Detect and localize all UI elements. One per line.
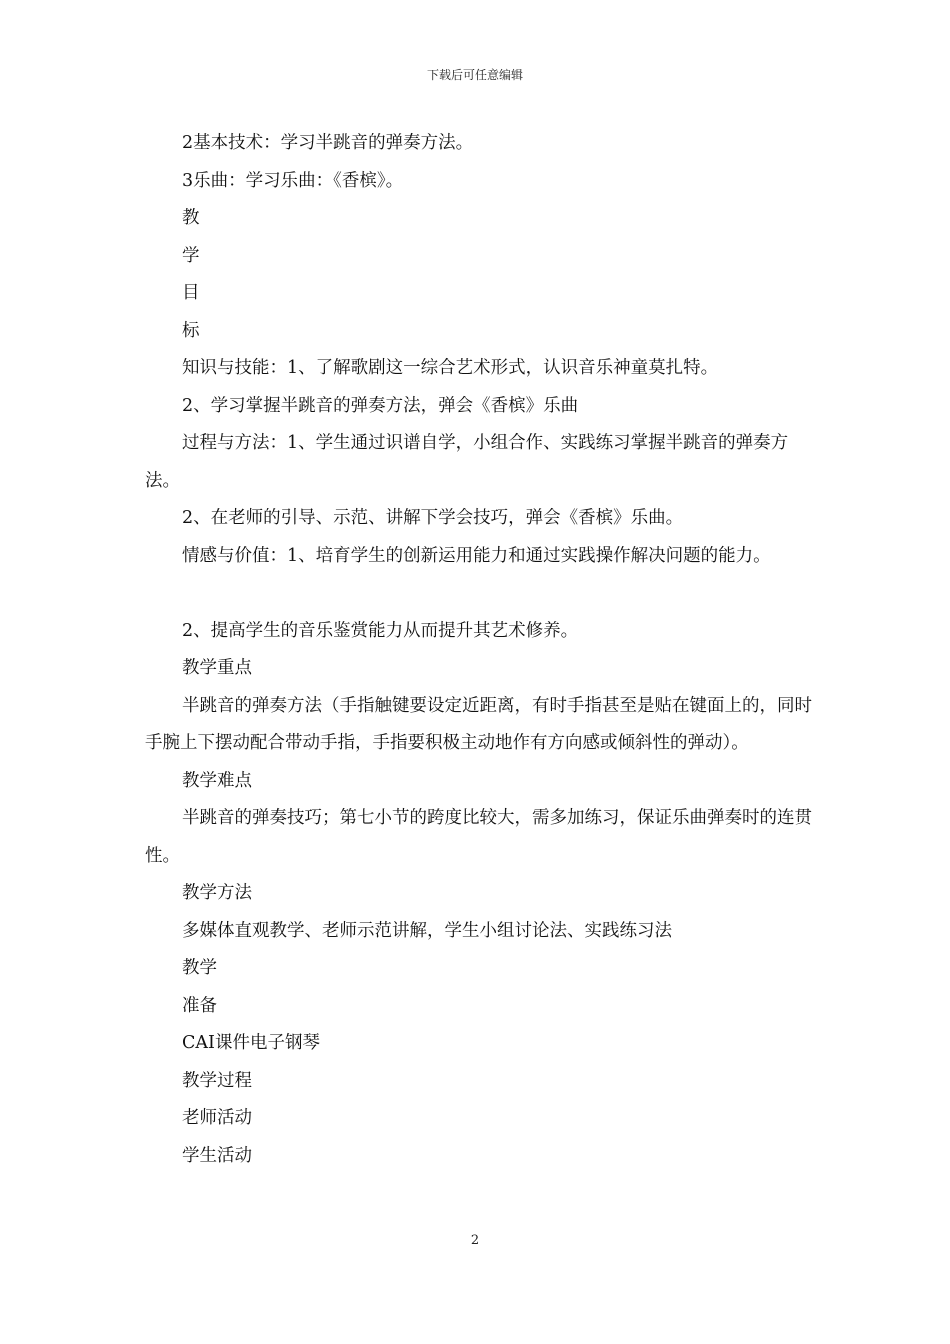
paragraph-emotion-value-2: 2、提高学生的音乐鉴赏能力从而提升其艺术修养。 <box>182 620 579 641</box>
heading-difficulty: 教学难点 <box>182 770 252 791</box>
heading-char-jiao: 教 <box>182 208 200 228</box>
heading-char-mu: 目 <box>182 283 200 303</box>
paragraph-emotion-value: 情感与价值：1、培育学生的创新运用能力和通过实践操作解决问题的能力。 <box>182 545 771 566</box>
heading-char-biao: 标 <box>182 320 200 341</box>
paragraph-difficulty: 半跳音的弹奏技巧；第七小节的跨度比较大，需多加练习，保证乐曲弹奏时的连贯性。 <box>145 808 812 866</box>
heading-preparation-1: 教学 <box>182 958 217 978</box>
paragraph-method: 多媒体直观教学、老师示范讲解，学生小组讨论法、实践练习法 <box>182 920 672 941</box>
paragraph-knowledge-skills: 知识与技能：1、了解歌剧这一综合艺术形式，认识音乐神童莫扎特。 <box>182 358 719 378</box>
heading-key-point: 教学重点 <box>182 658 252 678</box>
paragraph-piece: 3乐曲：学习乐曲：《香槟》。 <box>182 170 404 191</box>
paragraph-preparation: CAI课件电子钢琴 <box>182 1033 320 1053</box>
heading-preparation-2: 准备 <box>182 995 217 1016</box>
page-number: 2 <box>470 1233 480 1248</box>
page-header: 下载后可任意编辑 <box>426 68 523 82</box>
paragraph-key-point: 半跳音的弹奏方法（手指触键要设定近距离，有时手指甚至是贴在键面上的，同时手腕上下摆动配合带动手指，手指要积极主动地作有方向感或倾斜性的弹动）。 <box>145 695 812 753</box>
paragraph-basic-technique: 2基本技术：学习半跳音的弹奏方法。 <box>182 133 474 153</box>
heading-student-activity: 学生活动 <box>182 1145 252 1166</box>
heading-char-xue: 学 <box>182 245 200 266</box>
heading-process: 教学过程 <box>182 1070 252 1091</box>
paragraph-knowledge-skills-2: 2、学习掌握半跳音的弹奏方法，弹会《香槟》乐曲 <box>182 395 579 416</box>
heading-teacher-activity: 老师活动 <box>182 1108 252 1128</box>
heading-method: 教学方法 <box>182 883 252 903</box>
document-body <box>145 125 817 1175</box>
paragraph-process-method: 过程与方法：1、学生通过识谱自学，小组合作、实践练习掌握半跳音的弹奏方法。 <box>145 433 789 491</box>
paragraph-process-method-2: 2、在老师的引导、示范、讲解下学会技巧，弹会《香槟》乐曲。 <box>182 508 684 528</box>
